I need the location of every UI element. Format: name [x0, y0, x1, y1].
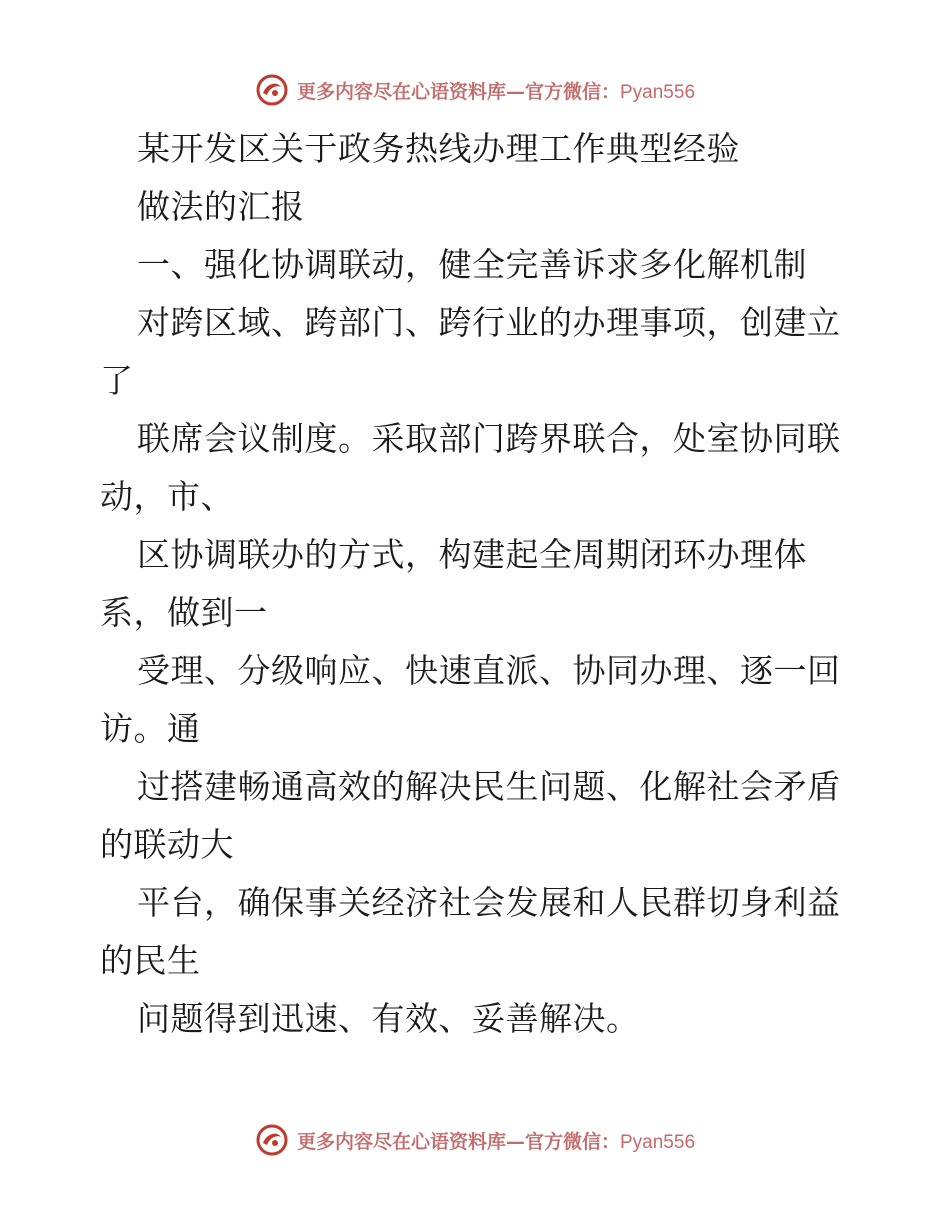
document-line: 某开发区关于政务热线办理工作典型经验 [137, 129, 740, 168]
document-line: 区协调联办的方式，构建起全周期闭环办理体 [137, 535, 807, 574]
document-line: 一、强化协调联动，健全完善诉求多化解机制 [137, 245, 807, 284]
document-line: 受理、分级响应、快速直派、协同办理、逐一回 [137, 651, 841, 690]
watermark-text: 更多内容尽在心语资料库—官方微信：Pyan556 [296, 1130, 696, 1153]
watermark-text: 更多内容尽在心语资料库—官方微信：Pyan556 [296, 80, 696, 103]
document-line: 了 [100, 361, 134, 400]
document-line: 做法的汇报 [137, 187, 305, 226]
document-line: 平台，确保事关经济社会发展和人民群切身利益 [137, 883, 841, 922]
header-watermark [0, 70, 950, 110]
document-line: 问题得到迅速、有效、妥善解决。 [137, 999, 640, 1038]
document-line: 对跨区域、跨部门、跨行业的办理事项，创建立 [137, 303, 841, 342]
document-line: 系，做到一 [100, 593, 268, 632]
red-swirl-logo-icon [255, 73, 289, 107]
watermark-wechat-id: Pyan556 [620, 81, 696, 103]
document-line: 的民生 [100, 941, 201, 980]
document-line: 的联动大 [100, 825, 234, 864]
red-swirl-logo-icon [255, 1123, 289, 1157]
document-line: 访。通 [100, 709, 201, 748]
document-line: 动，市、 [100, 477, 234, 516]
footer-watermark [0, 1120, 950, 1160]
document-line: 过搭建畅通高效的解决民生问题、化解社会矛盾 [137, 767, 841, 806]
document-line: 联席会议制度。采取部门跨界联合，处室协同联 [137, 419, 841, 458]
watermark-wechat-id: Pyan556 [620, 1131, 696, 1153]
document-body [100, 120, 860, 1048]
